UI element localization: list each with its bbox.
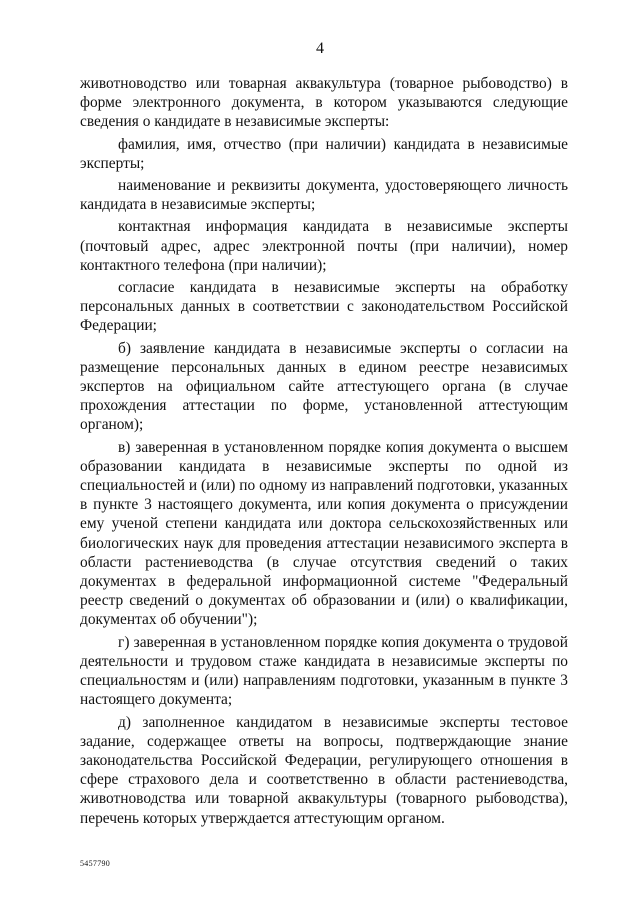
paragraph-item-b: б) заявление кандидата в независимые эксперты о согласии на размещение персональных данных в едином реестре независимых экспертов на официальном сайте аттестующего органа (в случае прохождения аттестации по форме, установленной аттестующим органом); [80,339,568,434]
paragraph-item-d: д) заполненное кандидатом в независимые эксперты тестовое задание, содержащее ответы на вопросы, подтверждающие знание законодательства Российской Федерации, регулирующего отношения в сфере страхового дела и соответственно в области растениеводства, животноводства или товарной аквакультуры (товарного рыбоводства), перечень которых утверждается аттестующим органом. [80,713,568,827]
page-number: 4 [316,40,324,57]
paragraph-full-name: фамилия, имя, отчество (при наличии) кандидата в независимые эксперты; [80,135,568,172]
paragraph-data-consent: согласие кандидата в независимые эксперты на обработку персональных данных в соответствии с законодательством Российской Федерации; [80,279,568,335]
document-code: 5457790 [80,859,111,868]
paragraph-item-v: в) заверенная в установленном порядке копия документа о высшем образовании кандидата в независимые эксперты по одной из специальностей и (или) по одному из направлений подготовки, указанных в пункте 3 настоящего документа, или копия документа о присуждении ему ученой степени кандидата или доктора сельскохозяйственных или биологических наук для проведения аттестации независимого эксперта в области растениеводства (в случае отсутствия сведений о таких документах в федеральной информационной системе "Федеральный реестр сведений о документах об образовании и (или) о квалификации, документах об обучении"); [80,438,568,629]
paragraph-contact-info: контактная информация кандидата в независимые эксперты (почтовый адрес, адрес электронной почты (при наличии), номер контактного телефона (при наличии); [80,218,568,274]
paragraph-continuation: животноводство или товарная аквакультура (товарное рыбоводство) в форме электронного документа, в котором указываются следующие сведения о кандидате в независимые эксперты: [80,75,568,131]
paragraph-item-g: г) заверенная в установленном порядке копия документа о трудовой деятельности и трудовом стаже кандидата в независимые эксперты по специальностям и (или) направлениям подготовки, указанным в пункте 3 настоящего документа; [80,633,568,709]
document-body [80,74,568,831]
paragraph-identity-document: наименование и реквизиты документа, удостоверяющего личность кандидата в независимые эксперты; [80,177,568,214]
